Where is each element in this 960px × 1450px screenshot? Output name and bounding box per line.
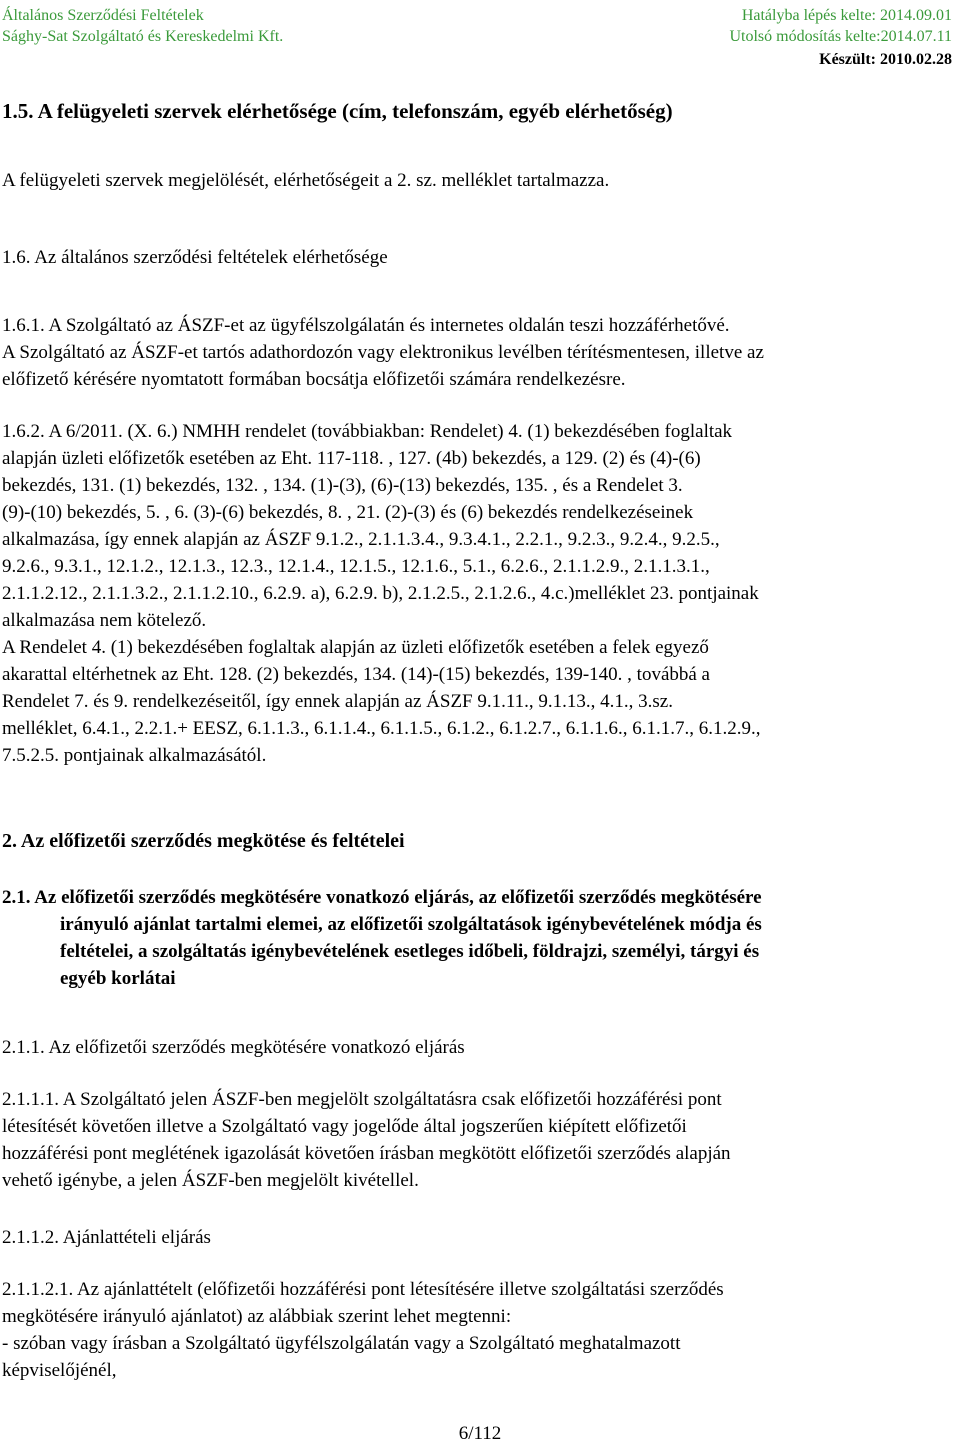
section-1-6-title: 1.6. Az általános szerződési feltételek elérhetősége [2, 247, 388, 268]
section-1-6-2-paragraph [2, 418, 952, 769]
heading-line: egyéb korlátai [60, 968, 176, 989]
paragraph-line: 9.2.6., 9.3.1., 12.1.2., 12.1.3., 12.3., 12.1.4., 12.1.5., 12.1.6., 5.1., 6.2.6., 2.1.1.2.9., 2.1.1.3.1., [2, 556, 710, 577]
section-2-1-heading [2, 884, 952, 992]
header-modified-date: Utolsó módosítás kelte:2014.07.11 [729, 28, 952, 45]
header-effective-date: Hatályba lépés kelte: 2014.09.01 [741, 7, 952, 24]
heading-line: feltételei, a szolgáltatás igénybevételének esetleges időbeli, földrajzi, személyi, tárgyi és [60, 941, 760, 962]
paragraph-line: képviselőjénél, [2, 1360, 117, 1381]
paragraph-line: akarattal eltérhetnek az Eht. 128. (2) bekezdés, 134. (14)-(15) bekezdés, 139-140. , továbbá a [2, 664, 710, 685]
paragraph-line: előfizető kérésére nyomtatott formában bocsátja előfizetői számára rendelkezésre. [2, 369, 626, 390]
paragraph-line: 2.1.1.1. A Szolgáltató jelen ÁSZF-ben megjelölt szolgáltatásra csak előfizetői hozzáférési pont [2, 1089, 722, 1110]
heading-line: irányuló ajánlat tartalmi elemei, az előfizetői szolgáltatások igénybevételének módja és [60, 914, 762, 935]
paragraph-line: alkalmazása, így ennek alapján az ÁSZF 9.1.2., 2.1.1.3.4., 9.3.4.1., 2.2.1., 9.2.3., 9.2.4., 9.2.5., [2, 529, 720, 550]
section-1-5-paragraph: A felügyeleti szervek megjelölését, elérhetőségeit a 2. sz. melléklet tartalmazza. [2, 170, 610, 191]
paragraph-line: 1.6.2. A 6/2011. (X. 6.) NMHH rendelet (továbbiakban: Rendelet) 4. (1) bekezdésében foglaltak [2, 421, 733, 442]
paragraph-line: A Szolgáltató az ÁSZF-et tartós adathordozón vagy elektronikus levélben térítésmentesen, illetve az [2, 342, 764, 363]
section-2-title: 2. Az előfizetői szerződés megkötése és feltételei [2, 830, 405, 852]
paragraph-line: hozzáférési pont meglétének igazolását követően írásban megkötött előfizetői szerződés alapján [2, 1143, 731, 1164]
section-2-1-number: 2.1. [2, 887, 31, 908]
paragraph-line: bekezdés, 131. (1) bekezdés, 132. , 134. (1)-(3), (6)-(13) bekezdés, 135. , és a Rendelet 3. [2, 475, 683, 496]
paragraph-line: - szóban vagy írásban a Szolgáltató ügyfélszolgálatán vagy a Szolgáltató meghatalmazott [2, 1333, 681, 1354]
paragraph-line: 1.6.1. A Szolgáltató az ÁSZF-et az ügyfélszolgálatán és internetes oldalán teszi hozzáférhetővé. [2, 315, 730, 336]
paragraph-line: A Rendelet 4. (1) bekezdésében foglaltak alapján az üzleti előfizetők esetében a felek egyező [2, 637, 709, 658]
paragraph-line: 2.1.1.2.1. Az ajánlattételt (előfizetői hozzáférési pont létesítésére illetve szolgáltatási szerződés [2, 1279, 724, 1300]
section-2-1-1-2-1-paragraph [2, 1276, 952, 1384]
paragraph-line: létesítését követően illetve a Szolgáltató vagy jogelőde által jogszerűen kiépített előfizetői [2, 1116, 687, 1137]
section-1-5-title: 1.5. A felügyeleti szervek elérhetősége (cím, telefonszám, egyéb elérhetőség) [2, 99, 673, 123]
header-company-name: Sághy-Sat Szolgáltató és Kereskedelmi Kft. [2, 28, 284, 45]
paragraph-line: 7.5.2.5. pontjainak alkalmazásától. [2, 745, 267, 766]
section-1-6-1-paragraph [2, 312, 952, 393]
section-2-1-1-title: 2.1.1. Az előfizetői szerződés megkötésére vonatkozó eljárás [2, 1037, 465, 1058]
section-2-1-first-line [2, 884, 952, 911]
paragraph-line: vehető igénybe, a jelen ÁSZF-ben megjelölt kivétellel. [2, 1170, 419, 1191]
paragraph-line: megkötésére irányuló ajánlatot) az alábbiak szerint lehet megtenni: [2, 1306, 512, 1327]
heading-line: Az előfizetői szerződés megkötésére vonatkozó eljárás, az előfizetői szerződés megkötésére [34, 887, 762, 908]
paragraph-line: (9)-(10) bekezdés, 5. , 6. (3)-(6) bekezdés, 8. , 21. (2)-(3) és (6) bekezdés rendelkezéseinek [2, 502, 694, 523]
paragraph-line: 2.1.1.2.12., 2.1.1.3.2., 2.1.1.2.10., 6.2.9. a), 6.2.9. b), 2.1.2.5., 2.1.2.6., 4.c.)melléklet 23. pontjainak [2, 583, 759, 604]
header-doc-title: Általános Szerződési Feltételek [2, 7, 204, 24]
section-2-1-1-2-title: 2.1.1.2. Ajánlattételi eljárás [2, 1227, 211, 1248]
page-number: 6/112 [458, 1423, 502, 1444]
paragraph-line: Rendelet 7. és 9. rendelkezéseitől, így ennek alapján az ÁSZF 9.1.11., 9.1.13., 4.1., 3.sz. [2, 691, 673, 712]
header-created-date: Készült: 2010.02.28 [819, 51, 952, 68]
paragraph-line: alapján üzleti előfizetők esetében az Eht. 117-118. , 127. (4b) bekezdés, a 129. (2) és (4)-(6) [2, 448, 701, 469]
paragraph-line: alkalmazása nem kötelező. [2, 610, 207, 631]
section-2-1-1-1-paragraph [2, 1086, 952, 1194]
paragraph-line: melléklet, 6.4.1., 2.2.1.+ EESZ, 6.1.1.3., 6.1.1.4., 6.1.1.5., 6.1.2., 6.1.2.7., 6.1.1.6., 6.1.1.7., 6.1.2.9., [2, 718, 761, 739]
